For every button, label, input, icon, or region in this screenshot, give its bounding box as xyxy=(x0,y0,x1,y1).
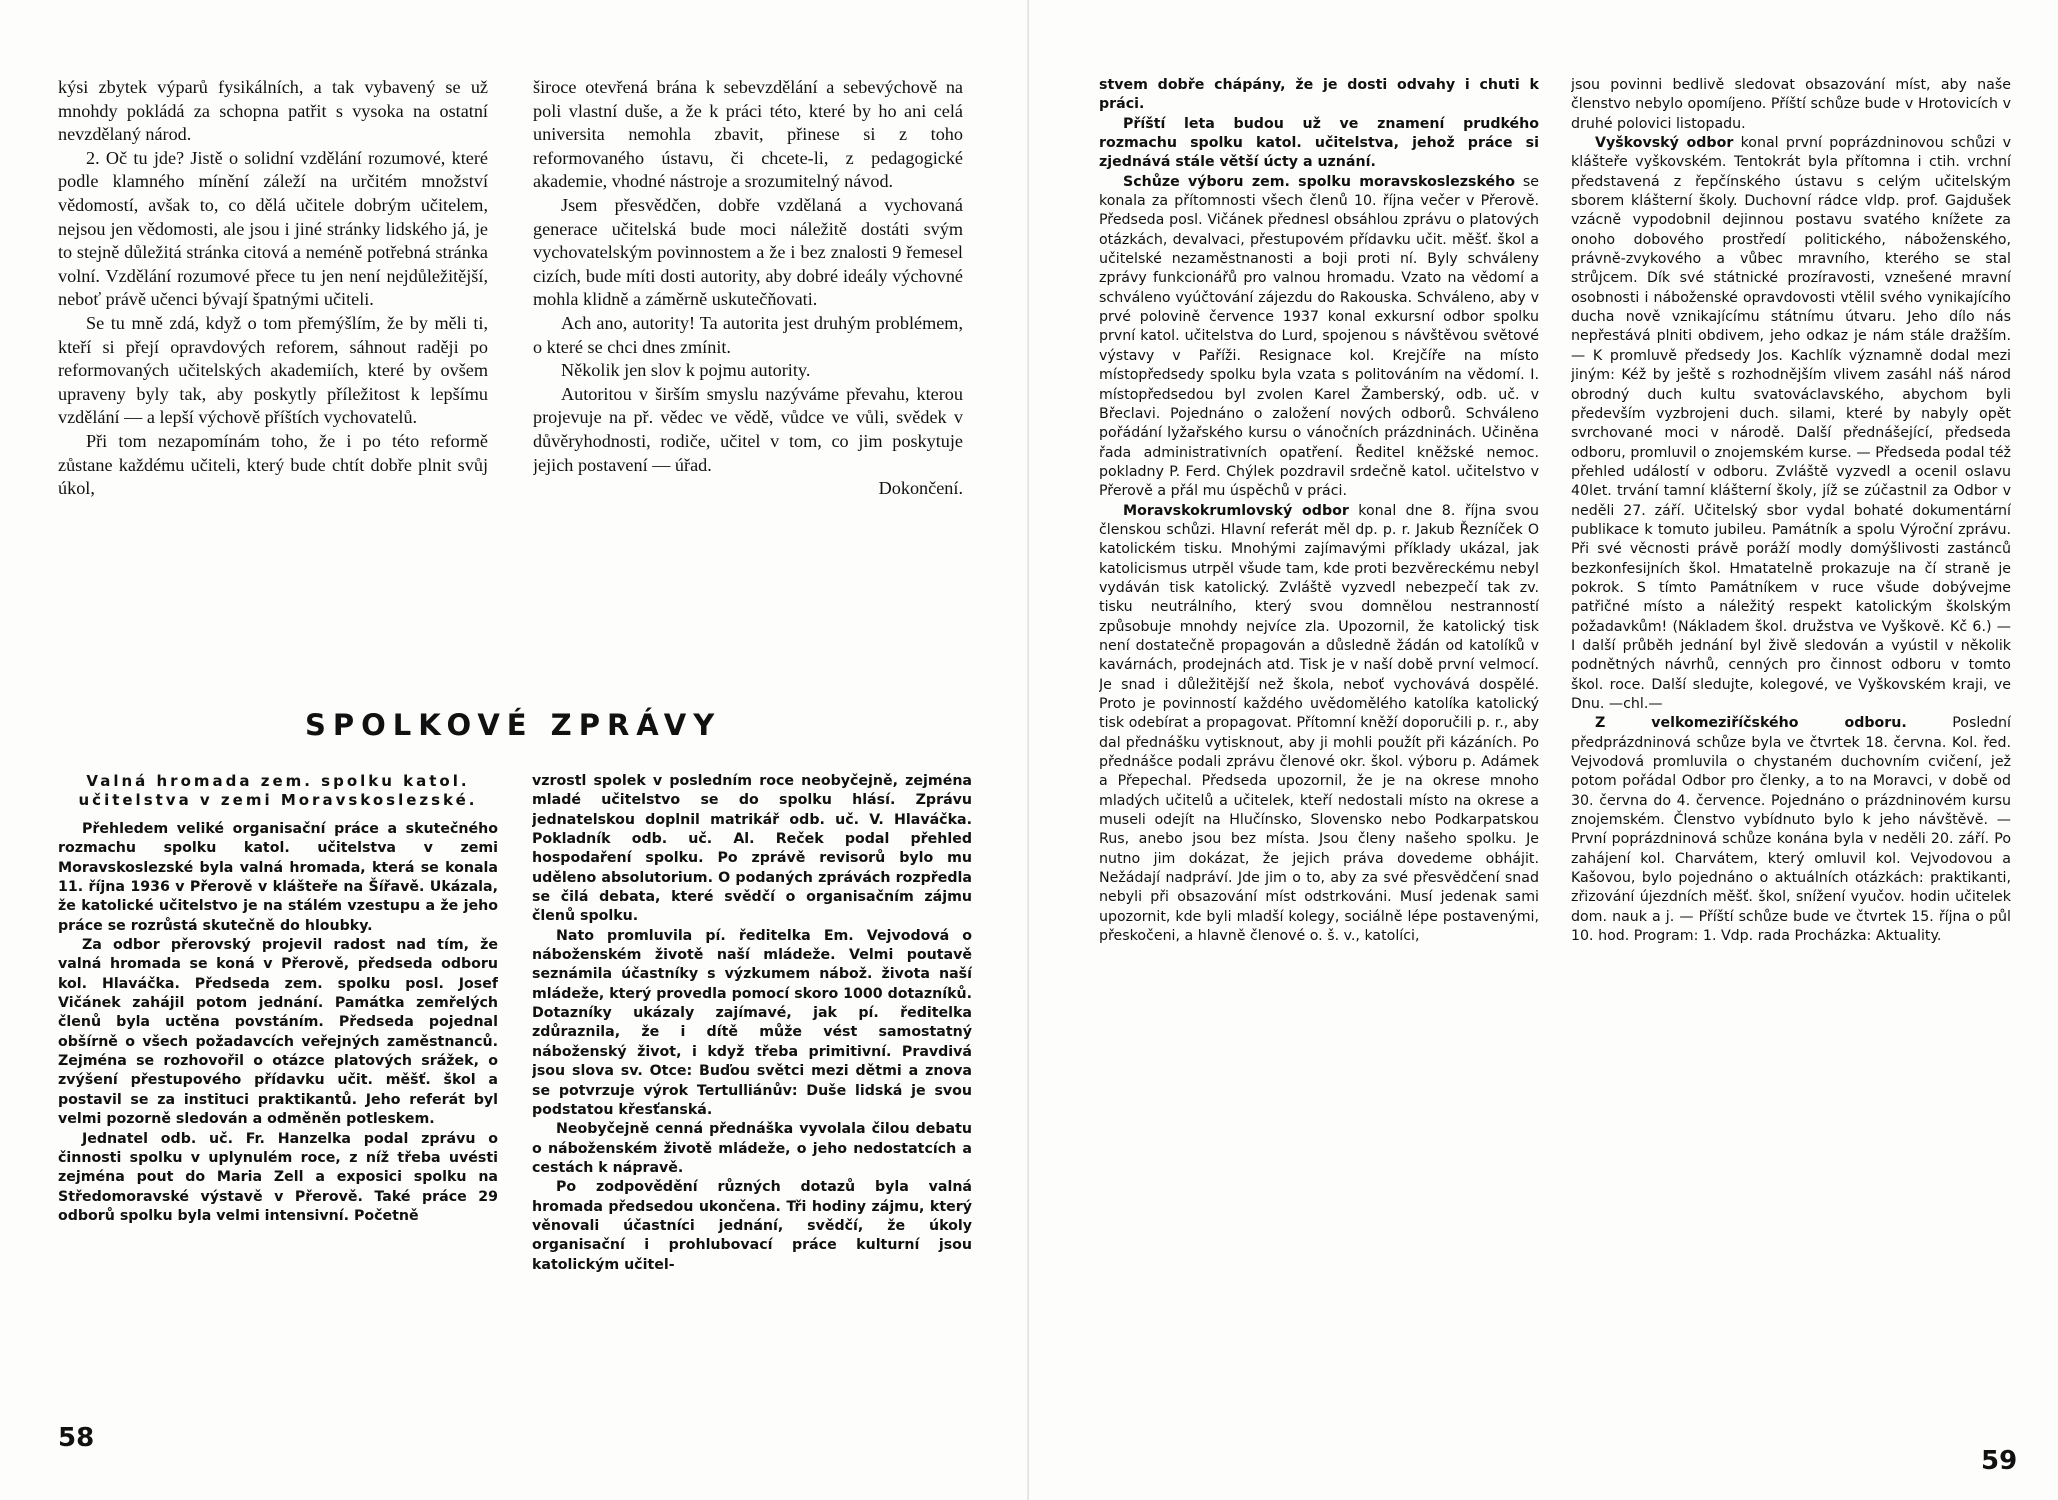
left-news-column-1 xyxy=(58,772,498,1422)
right-news-column-1 xyxy=(1099,76,1539,1436)
page-number: 59 xyxy=(1981,1446,2018,1476)
paragraph-lead: Schůze výboru zem. spolku moravskoslezského xyxy=(1123,173,1515,190)
right-page xyxy=(1029,0,2058,1500)
paragraph: Ach ano, autority! Ta autorita jest druhým problémem, o které se chci dnes zmínit. xyxy=(533,312,963,357)
paragraph-lead: Moravskokrumlovský odbor xyxy=(1123,502,1349,519)
news-paragraph: Nato promluvila pí. ředitelka Em. Vejvodová o náboženském životě naší mládeže. Velmi poutavě seznámila účastníky s výzkumem nábož. života naší mládeže, který provedla pomocí skoro 1000 dotazníků. Dotazníky ukázaly zajímavé, jak pí. ředitelka zdůraznila, že i dítě může vést samostatný náboženský život, i když třeba primitivní. Pravdivá jsou slova sv. Otce: Buďou světci mezi dětmi a znova se potvrzuje výrok Tertulliánův: Duše lidská je svou podstatou křesťanská. xyxy=(532,927,972,1118)
news-paragraph: Za odbor přerovský projevil radost nad tím, že valná hromada se koná v Přerově, předseda odboru kol. Hlaváčka. Předseda zem. spolku posl. Josef Vičánek zahájil potom jednání. Památka zemřelých členů byla uctěna povstáním. Předseda pojednal obšírně o všech požadavcích veřejných zaměstnanců. Zejména se rozhovořil o otázce platových srážek, o zvýšení přestupového přídavku učit. měšť. škol a postavil se za instituci praktikantů. Jeho referát byl velmi pozorně sledován a odměněn potleskem. xyxy=(58,937,498,1128)
paragraph: kýsi zbytek výparů fysikálních, a tak vybavený se už mnohdy pokládá za schopna patřit s vysoka na ostatní nevzdělaný národ. xyxy=(58,77,488,145)
paragraph: Několik jen slov k pojmu autority. xyxy=(561,360,811,381)
paragraph-text: konal dne 8. října svou členskou schůzi. Hlavní referát měl dp. p. r. Jakub Řezníček O katolickém tisku. Mnohými zajímavými příklady ukázal, jak katolicismus utrpěl všude tam, kde proti bezvěreckému nebyl vydáván tisk katolický. Zvláště vyzvedl nebezpečí tak zv. tisku neutrálního, který svou domnělou nestranností způsobuje mnohdy nejvíce zla. Upozornil, že katolický tisk není dostatečně propagován a důsledně žádán od katolíků v kavárnách, prodejnách atd. Tisk je v naší době první velmocí. Je snad i důležitější než škola, neboť vychovává dospělé. Proto je povinností každého uvědomělého katolíka katolický tisk odebírat a propagovat. Přítomní kněží doporučili p. r., aby dal přednášku vytisknout, aby ji mohli použít při kázáních. Po přednášce podali zprávu členové okr. škol. výboru p. Adámek a Přepechal. Předseda upozornil, že je na okrese mnoho mladých učitelů a učitelek, kteří nedostali místo na okrese a museli odejít na Hlučínsko, Slovensko nebo Podkarpatskou Rus, anebo jsou bez místa. Jsou členy našeho spolku. Je nutno jim dokázat, že jejich práva dovedeme obhájit. Nežádají nadpráví. Jde jim o to, aby za své přesvědčení snad nebyli při obsazování míst odstrkováni. Musí jedenak sami upozornit, kde byli mladší kolegy, sociálně lépe postavenými, přeskočeni, a hlavně členové o. š. v., katolíci, xyxy=(1099,502,1539,945)
left-essay-column-2 xyxy=(533,76,963,696)
page-number: 58 xyxy=(58,1423,95,1453)
news-paragraph: Po zodpovědění různých dotazů byla valná hromada předsedou ukončena. Tři hodiny zájmu, který věnovali účastníci jednání, svědčí, že úkoly organisační i prohlubovací práce kulturní jsou katolickým učitel- xyxy=(532,1179,972,1273)
news-paragraph xyxy=(1099,502,1539,947)
paragraph-text: stvem dobře chápány, že je dosti odvahy i chuti k práci. xyxy=(1099,77,1539,113)
paragraph: široce otevřená brána k sebevzdělání a sebevýchově na poli vlastní duše, a že k práci této, které by ho ani celá universita nemohla zbavit, přinese si z toho reformovaného ústavu, či chcete-li, z pedagogické akademie, vhodné nástroje a srozumitelný návod. xyxy=(533,77,963,192)
paragraph: Jsem přesvědčen, dobře vzdělaná a vychovaná generace učitelská bude moci náležitě dostáti svým vychovatelským povinnostem a že i bez znalosti 9 řemesel cizích, bude míti dosti autority, aby dobré ideály výchovné mohla klidně a záměrně uskutečňovati. xyxy=(533,194,963,310)
news-paragraph xyxy=(1099,115,1539,173)
paragraph-lead: Z velkomeziříčského odboru. xyxy=(1595,715,1907,732)
paragraph: 2. Oč tu jde? Jistě o solidní vzdělání rozumové, které podle klamného mínění záleží na určitém množství vědomostí, avšak to, co dělá učitele dobrým učitelem, nejsou jen vědomosti, ale jsou i jiné stránky lidského já, je to stejně důležitá stránka citová a neméně potřebná stránka volní. Vzdělání rozumové přece tu jen není nejdůležitější, neboť právě učenci bývají špatnými učiteli. xyxy=(58,147,488,310)
news-paragraph xyxy=(1571,76,2011,134)
news-paragraph: Přehledem veliké organisační práce a skutečného rozmachu spolku katol. učitelstva v zemi Moravskoslezské byla valná hromada, která se konala 11. října 1936 v Přerově v klášteře na Šířavě. Ukázala, že katolické učitelstvo je na stálém vzestupu a že jeho práce se rozrůstá skutečně do hloubky. xyxy=(58,821,498,934)
news-title: Valná hromada zem. spolku katol. učitelstva v zemi Moravskoslezské. xyxy=(78,772,478,809)
news-paragraph xyxy=(1099,173,1539,502)
paragraph: Se tu mně zdá, když o tom přemýšlím, že by měli ti, kteří si přejí opravdových reforem, sáhnout raději po reformovaných učitelských akademiích, které by ovšem upraveny byly tak, aby poskytly příležitost k lepšímu vzdělání — a lepší výchově příštích vychovatelů. xyxy=(58,312,488,428)
right-news-column-2 xyxy=(1571,76,2011,1436)
continuation-note: Dokončení. xyxy=(878,478,963,499)
paragraph-text: konal první poprázdninovou schůzi v klášteře vyškovském. Tentokrát byla přítomna i ctih. vrchní představená z řepčínského ústavu s celým učitelským sborem klášterní školy. Duchovní rádce vldp. prof. Gajdušek vzácně vypodobnil dejinnou postavu svatého knížete za onoho dobového prostředí politického, náboženského, právně-zvykového a vůbec mravního, kterého se stal strůjcem. Dík své státnické prozíravosti, vznešené mravní osobnosti i náboženské opravdovosti vtělil svého vynikajícího ducha nově vznikajícímu státnímu útvaru. Jeho dílo nás nepřestává plniti obdivem, jeho odkaz je nám stále dražším. — K promluvě předsedy Jos. Kachlík významně dodal mezi jiným: Kéž by ještě s rozhodnějším vlivem zasáhl náš národ obrodný duch kultu svatováclavského, abychom byli především vyzbrojeni duch. silami, které by nabyly opět svrchované moci v národě. Další přednášející, předseda odboru, promluvil o znojemském kurse. — Předseda podal též přehled událostí v odboru. Zvláště vyzvedl a ocenil oslavu 40let. trvání tamní klášterní školy, jíž se zúčastnil za Odbor v neděli 27. září. Učitelský sbor vydal bohaté dokumentární publikace k tomuto jubileu. Památník a spolu Výroční zprávu. Při své věcnosti právě poráží modly domýšlivosti zastánců bezkonfesijních škol. Hmatatelně prokazuje na čí straně je pokrok. S tímto Památníkem v ruce všude dobývejme patřičné místo a náležitý respekt katolickým školským požadavkům! (Nákladem škol. družstva ve Vyškově. Kč 6.) — I další průběh jednání byl živě sledován a vyústil v několik podnětných návrhů, cenných pro činnost odboru v tomto škol. roce. Další sledujte, kolegové, ve Vyškovském kraji, ve Dnu. —chl.— xyxy=(1571,135,2011,712)
paragraph-text: Příští leta budou už ve znamení prudkého rozmachu spolku katol. učitelstva, jehož práce si zjednává stále větší úcty a uznání. xyxy=(1099,115,1539,171)
paragraph: Autoritou v širším smyslu nazýváme převahu, kterou projevuje na př. vědec ve vědě, vůdce ve vůli, svědek v důvěryhodnosti, rodiče, učitel v tom, co jim poskytuje jejich postavení — úřad. xyxy=(533,383,963,475)
news-paragraph: Jednatel odb. uč. Fr. Hanzelka podal zprávu o činnosti spolku v uplynulém roce, z níž třeba uvésti zejména pout do Maria Zell a exposici spolku na Středomoravské výstavě v Přerově. Také práce 29 odborů spolku byla velmi intensivní. Početně xyxy=(58,1130,498,1224)
left-news-column-2 xyxy=(532,772,972,1422)
paragraph-lead: Vyškovský odbor xyxy=(1595,135,1734,152)
paragraph-text: se konala za přítomnosti všech členů 10. října večer v Přerově. Předseda posl. Vičánek přednesl obsáhlou zprávu o platových otázkách, devalvaci, přestupovém přídavku učit. měšť. škol a učitelské nezaměstnanosti a boji proti ní. Byly schváleny zprávy funkcionářů pro valnou hromadu. Vzato na vědomí a schváleno vyúčtování zájezdu do Rakouska. Schváleno, aby v prvé polovině července 1937 konal exkursní odbor spolku první katol. učitelstva do Lurd, spojenou s návštěvou světové výstavy v Paříži. Resignace kol. Krejčíře na místo místopředsedy spolku byla vzata s politováním na vědomí. I. místopředsedou byl zvolen Karel Žamberský, odb. uč. v Břeclavi. Pojednáno o založení nových odborů. Schváleno pořádání lyžařského kursu o vánočních prázdninách. Učiněna řada administrativních opatření. Ředitel kněžské nemoc. pokladny P. Ferd. Chýlek pozdravil srdečně katol. učitelstvo v Přerově a přál mu úspěchů v práci. xyxy=(1099,173,1539,500)
left-essay-column-1 xyxy=(58,76,488,656)
news-paragraph xyxy=(1571,714,2011,946)
paragraph-text: Poslední předprázdninová schůze byla ve čtvrtek 18. června. Kol. řed. Vejvodová promluvila o chystaném duchovním cvičení, jež potom pořádal Odbor pro členky, a to na Moravci, v době od 30. června do 4. července. Pojednáno o prázdninovém kursu znojemském. Členstvo vybídnuto bylo k jeho návštěvě. — První poprázdninová schůze konána byla v neděli 20. září. Po zahájení kol. Charvátem, který omluvil kol. Vejvodovou a Kašovou, bylo pojednáno o aktuálních otázkách: praktikanti, zřizování újezdních měšť. škol, snížení vyučov. hodin učitelek dom. nauk a j. — Příští schůze bude ve čtvrtek 15. října o půl 10. hod. Program: 1. Vdp. rada Procházka: Aktuality. xyxy=(1571,715,2011,945)
news-paragraph xyxy=(1099,76,1539,115)
paragraph: Při tom nezapomínám toho, že i po této reformě zůstane každému učiteli, který bude chtít dobře plnit svůj úkol, xyxy=(58,430,488,499)
news-paragraph: vzrostl spolek v posledním roce neobyčejně, zejména mladé učitelstvo se do spolku hlásí. Zprávu jednatelskou doplnil matrikář odb. uč. V. Hlaváčka. Pokladník odb. uč. Al. Reček podal přehled hospodaření spolku. Po zprávě revisorů bylo mu uděleno absolutorium. O podaných zprávách rozpředla se čilá debata, které svědčí o organisačním zájmu členů spolku. xyxy=(532,773,972,925)
paragraph-text: jsou povinni bedlivě sledovat obsazování míst, aby naše členstvo nebylo opomíjeno. Příští schůze bude v Hrotovicích v druhé polovici listopadu. xyxy=(1571,77,2011,132)
news-paragraph: Neobyčejně cenná přednáška vyvolala čilou debatu o náboženském životě mládeže, o jeho nedostatcích a cestách k nápravě. xyxy=(532,1121,972,1176)
section-heading: SPOLKOVÉ ZPRÁVY xyxy=(305,708,722,742)
news-paragraph xyxy=(1571,134,2011,714)
